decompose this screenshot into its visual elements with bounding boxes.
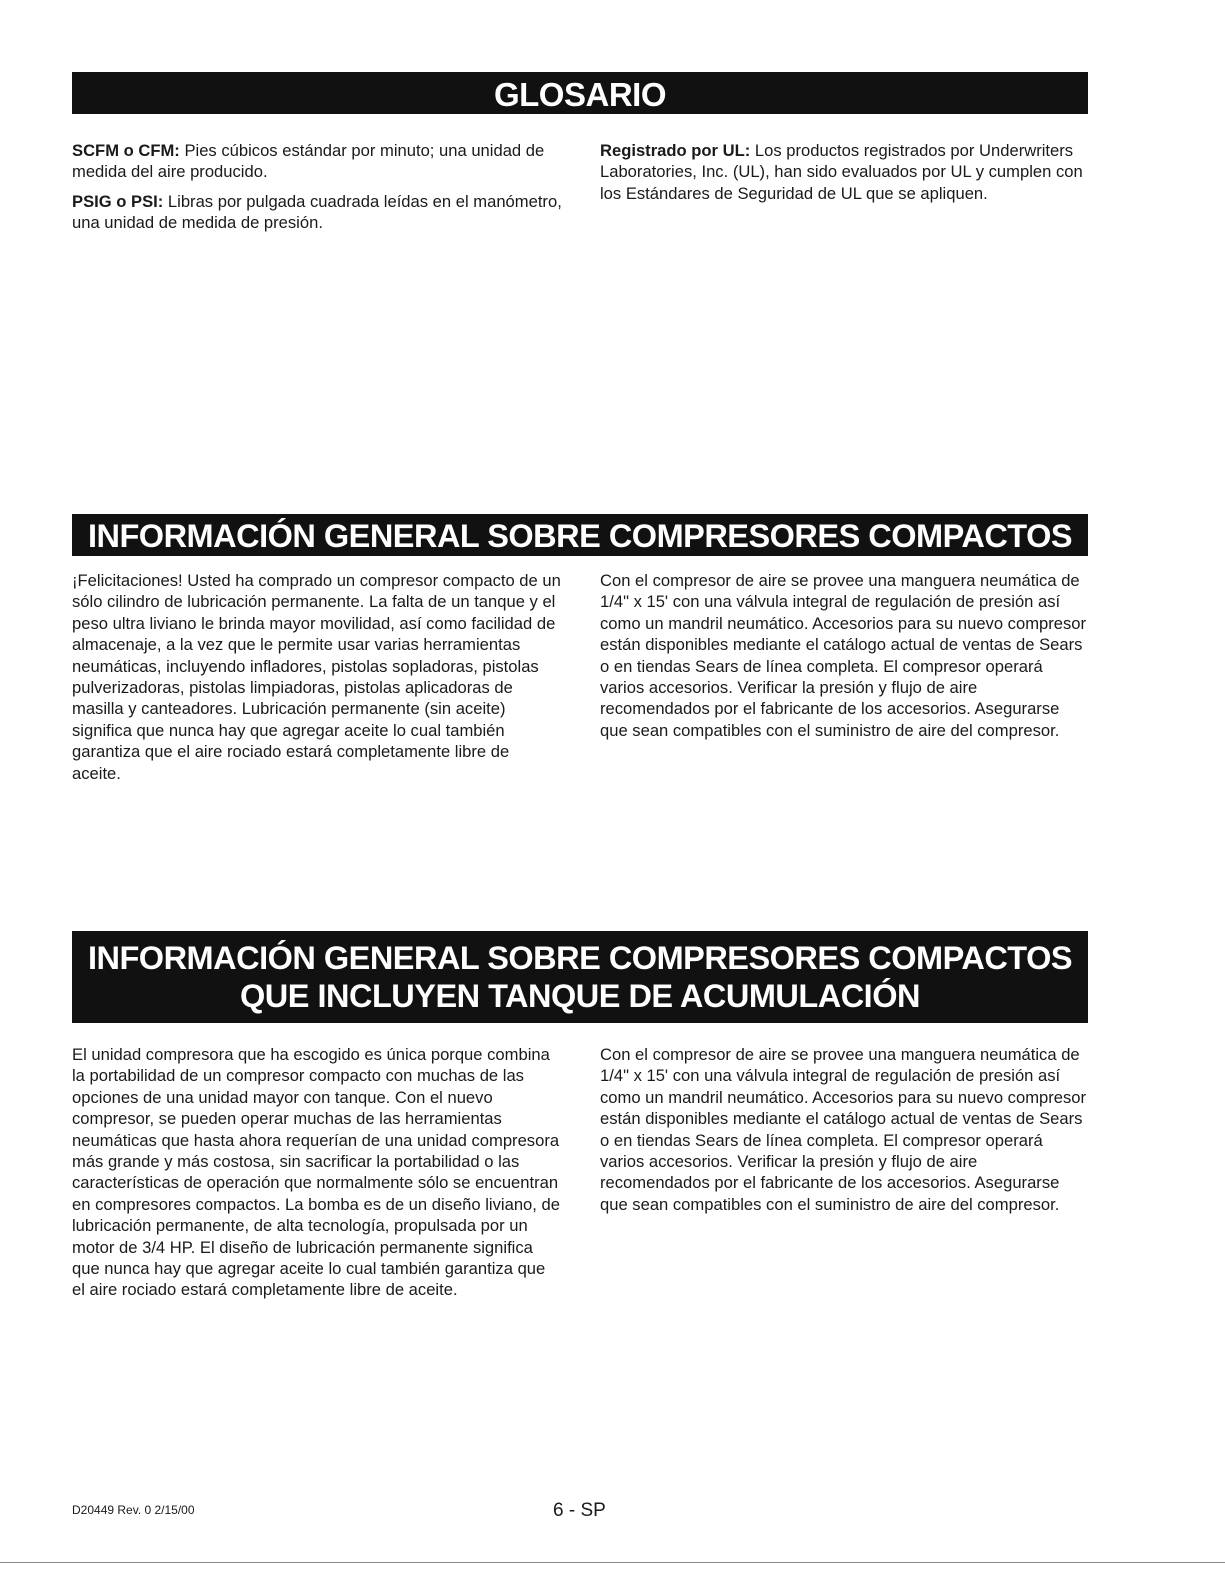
glossary-term-psig: PSIG o PSI: [72, 191, 164, 211]
info-general-title: INFORMACIÓN GENERAL SOBRE COMPRESORES COMPACTOS [87, 518, 1073, 554]
glosario-left-column [72, 140, 562, 242]
glossary-def-scfm: Pies cúbicos estándar por minuto; una unidad de medida del aire producido. [72, 141, 545, 182]
glossary-entry-psig [72, 191, 562, 234]
info-general-right-column [600, 570, 1090, 749]
info-tanque-left-column [72, 1044, 562, 1309]
info-general-right-paragraph: Con el compresor de aire se provee una manguera neumática de 1/4" x 15' con una válvula integral de regulación de presión así como un mandril neumático. Accesorios para su nuevo compresor están disponibles mediante el catálogo actual de ventas de Sears o en tiendas Sears de línea completa. El compresor operará varios accesorios. Verificar la presión y flujo de aire recomendados por el fabricante de los accesorios. Asegurarse que sean compatibles con el suministro de aire del compresor. [600, 571, 1087, 740]
page-number: 6 - SP [553, 1500, 606, 1521]
glossary-entry-ul [600, 140, 1090, 204]
glosario-title: GLOSARIO [493, 76, 666, 113]
info-general-left-column [72, 570, 562, 792]
info-tanque-right-paragraph: Con el compresor de aire se provee una manguera neumática de 1/4" x 15' con una válvula integral de regulación de presión así como un mandril neumático. Accesorios para su nuevo compresor están disponibles mediante el catálogo actual de ventas de Sears o en tiendas Sears de línea completa. El compresor operará varios accesorios. Verificar la presión y flujo de aire recomendados por el fabricante de los accesorios. Asegurarse que sean compatibles con el suministro de aire del compresor. [600, 1045, 1087, 1214]
glosario-right-column [600, 140, 1090, 212]
bottom-divider [0, 1562, 1225, 1563]
glossary-def-ul: Los productos registrados por Underwriters Laboratories, Inc. (UL), han sido evaluados por UL y cumplen con los Estándares de Seguridad de UL que se apliquen. [600, 141, 1083, 203]
info-general-heading [72, 514, 1088, 556]
info-general-left-paragraph: ¡Felicitaciones! Usted ha comprado un compresor compacto de un sólo cilindro de lubricación permanente. La falta de un tanque y el peso ultra liviano le brinda mayor movilidad, así como facilidad de almacenaje, a la vez que le permite usar varias herramientas neumáticas, incluyendo infladores, pistolas sopladoras, pistolas pulverizadoras, pistolas limpiadoras, pistolas aplicadoras de masilla y canteadores. Lubricación permanente (sin aceite) significa que nunca hay que agregar aceite lo cual también garantiza que el aire rociado estará completamente libre de aceite. [72, 571, 561, 783]
glossary-term-scfm: SCFM o CFM: [72, 141, 180, 160]
glossary-def-psig: Libras por pulgada cuadrada leídas en el manómetro, una unidad de medida de presión. [72, 191, 562, 233]
glossary-entry-scfm [72, 140, 562, 183]
info-tanque-title-line2: QUE INCLUYEN TANQUE DE ACUMULACIÓN [240, 978, 920, 1014]
glossary-term-ul: Registrado por UL: [600, 141, 751, 160]
document-code: D20449 Rev. 0 2/15/00 [72, 1503, 195, 1517]
info-tanque-left-paragraph: El unidad compresora que ha escogido es única porque combina la portabilidad de un compresor compacto con muchas de las opciones de una unidad mayor con tanque. Con el nuevo compresor, se pueden operar muchas de las herramientas neumáticas que hasta ahora requerían de una unidad compresora más grande y más costosa, sin sacrificar la portabilidad o las características de operación que normalmente sólo se encuentran en compresores compactos. La bomba es de un diseño liviano, de lubricación permanente, de alta tecnología, propulsada por un motor de 3/4 HP. El diseño de lubricación permanente significa que nunca hay que agregar aceite lo cual también garantiza que el aire rociado estará completamente libre de aceite. [72, 1045, 560, 1300]
info-tanque-heading [72, 931, 1088, 1023]
info-tanque-right-column [600, 1044, 1090, 1223]
glosario-heading [72, 72, 1088, 114]
info-tanque-title-line1: INFORMACIÓN GENERAL SOBRE COMPRESORES COMPACTOS [87, 940, 1073, 976]
